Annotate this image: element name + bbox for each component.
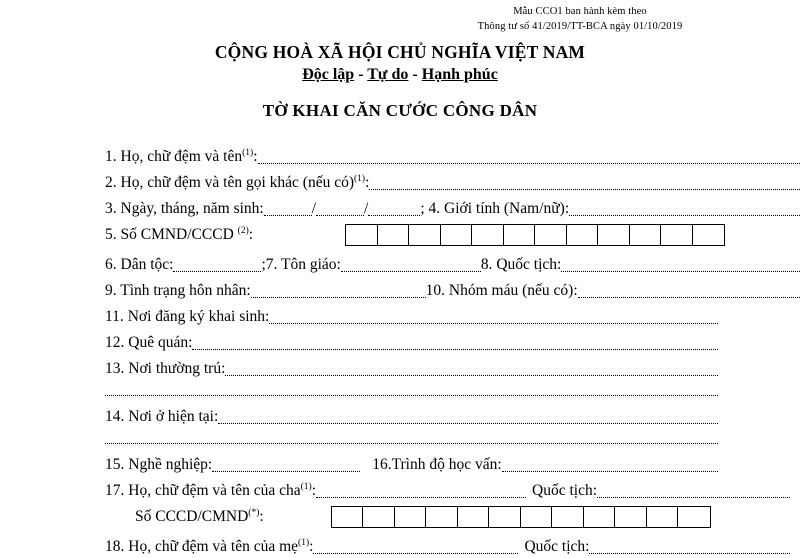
field-row-3-4 — [0, 194, 800, 220]
field-5-text: Số CMND/CCCD — [117, 226, 238, 243]
id-box-cell[interactable] — [521, 507, 553, 527]
field-17-label — [105, 482, 316, 502]
field-row-17 — [0, 476, 800, 502]
id-box-cell[interactable] — [489, 507, 521, 527]
field-13-input-line[interactable] — [225, 374, 718, 376]
motto-doc-lap: Độc lập — [302, 66, 354, 83]
field-17-number: 17. — [105, 482, 124, 499]
field-8-colon: : — [557, 256, 561, 273]
field-16-colon: : — [497, 456, 501, 473]
field-14-number: 14. — [105, 408, 124, 425]
field-row-17-id — [0, 502, 800, 532]
id-box-cell[interactable] — [426, 507, 458, 527]
field-2-colon: : — [365, 174, 369, 191]
id-box-cell[interactable] — [472, 225, 504, 245]
field-13-label — [105, 360, 225, 380]
field-15-label — [105, 456, 212, 476]
field-1-text: Họ, chữ đệm và tên — [117, 148, 242, 165]
field-17-id-text: Số CCCD/CMND — [135, 508, 248, 525]
field-5-colon: : — [249, 226, 253, 243]
field-17-colon: : — [312, 482, 316, 499]
field-row-9-10 — [0, 276, 800, 302]
field-14-continuation-line[interactable] — [105, 442, 718, 444]
field-7-number: 7. — [266, 256, 278, 273]
field-9-input-line[interactable] — [251, 296, 426, 298]
id-box-cell[interactable] — [378, 225, 410, 245]
field-10-number: 10. — [426, 282, 445, 299]
field-9-number: 9. — [105, 282, 117, 299]
national-heading — [0, 41, 800, 86]
id-box-cell[interactable] — [661, 225, 693, 245]
field-5-id-boxes[interactable] — [345, 224, 725, 246]
field-5-note: (2) — [238, 226, 249, 236]
field-5-label — [105, 226, 253, 244]
field-12-colon: : — [188, 334, 192, 351]
motto-sep-1: - — [354, 66, 367, 83]
field-17-id-colon: : — [259, 508, 263, 525]
national-motto — [0, 64, 800, 86]
form-body — [0, 142, 800, 558]
field-1-input-line[interactable] — [258, 162, 800, 164]
field-15-colon: : — [208, 456, 212, 473]
field-2-note: (1) — [354, 174, 365, 184]
field-18-nationality-colon: : — [585, 538, 589, 555]
field-16-text: Trình độ học vấn — [392, 456, 498, 473]
id-box-cell[interactable] — [598, 225, 630, 245]
field-10-input-line[interactable] — [578, 296, 800, 298]
field-7-colon: : — [337, 256, 341, 273]
field-5-number: 5. — [105, 226, 117, 243]
motto-hanh-phuc: Hạnh phúc — [422, 66, 498, 83]
field-12-input-line[interactable] — [192, 348, 718, 350]
field-14-input-line[interactable] — [218, 422, 718, 424]
id-box-cell[interactable] — [346, 225, 378, 245]
field-11-colon: : — [265, 308, 269, 325]
field-3-year-input[interactable] — [368, 214, 420, 216]
form-reference-note — [430, 4, 730, 34]
field-17-nationality-text: Quốc tịch — [532, 482, 593, 499]
field-1-note: (1) — [242, 148, 253, 158]
field-4-colon: : — [565, 200, 569, 217]
field-2-number: 2. — [105, 174, 117, 191]
field-17-name-input-line[interactable] — [316, 496, 526, 498]
id-box-cell[interactable] — [504, 225, 536, 245]
field-3-label — [105, 200, 264, 220]
field-4-text: Giới tính (Nam/nữ) — [440, 200, 565, 217]
id-box-cell[interactable] — [615, 507, 647, 527]
field-9-colon: : — [246, 282, 250, 299]
id-box-cell[interactable] — [409, 225, 441, 245]
field-14-colon: : — [214, 408, 218, 425]
field-12-label — [105, 334, 192, 354]
field-row-13 — [0, 354, 800, 380]
field-17-text: Họ, chữ đệm và tên của cha — [124, 482, 300, 499]
country-name: CỘNG HOÀ XÃ HỘI CHỦ NGHĨA VIỆT NAM — [0, 41, 800, 63]
field-row-5 — [0, 220, 800, 250]
field-16-input-line[interactable] — [502, 470, 718, 472]
motto-sep-2: - — [408, 66, 421, 83]
field-7-input-line[interactable] — [341, 270, 481, 272]
field-16-number: 16. — [372, 456, 391, 473]
field-14-label — [105, 408, 218, 428]
field-3-separator-1: / — [312, 200, 316, 220]
field-13-colon: : — [221, 360, 225, 377]
field-9-label — [105, 282, 251, 302]
field-row-6-7-8 — [0, 250, 800, 276]
field-11-input-line[interactable] — [269, 322, 718, 324]
field-18-number: 18. — [105, 538, 124, 555]
id-box-cell[interactable] — [552, 507, 584, 527]
field-2-text: Họ, chữ đệm và tên gọi khác (nếu có) — [117, 174, 354, 191]
field-2-input-line[interactable] — [369, 188, 800, 190]
field-14-continuation — [0, 428, 800, 450]
field-11-number: 11. — [105, 308, 124, 325]
field-9-text: Tình trạng hôn nhân — [117, 282, 247, 299]
id-box-cell[interactable] — [363, 507, 395, 527]
field-8-input-line[interactable] — [561, 270, 800, 272]
field-18-colon: : — [309, 538, 313, 555]
field-11-label — [105, 308, 269, 328]
field-15-input-line[interactable] — [212, 470, 360, 472]
id-box-cell[interactable] — [647, 507, 679, 527]
field-6-colon: : — [169, 256, 173, 273]
field-row-1 — [0, 142, 800, 168]
id-box-cell[interactable] — [584, 507, 616, 527]
id-box-cell[interactable] — [630, 225, 662, 245]
field-1-number: 1. — [105, 148, 117, 165]
field-18-label — [105, 538, 313, 558]
field-16-label — [372, 456, 501, 476]
id-box-cell[interactable] — [693, 225, 725, 245]
field-4-input-line[interactable] — [569, 214, 800, 216]
field-18-nationality-input-line[interactable] — [589, 552, 790, 554]
field-17-id-note: (*) — [248, 508, 259, 518]
field-3-colon: : — [259, 200, 263, 217]
field-17-id-label — [135, 508, 264, 526]
field-3-separator-2: / — [364, 200, 368, 220]
field-10-colon: : — [573, 282, 577, 299]
field-3-day-input[interactable] — [264, 214, 312, 216]
field-17-nationality-input-line[interactable] — [597, 496, 790, 498]
field-row-11 — [0, 302, 800, 328]
field-3-month-input[interactable] — [316, 214, 364, 216]
field-1-colon: : — [253, 148, 257, 165]
field-6-input-line[interactable] — [173, 270, 261, 272]
id-box-cell[interactable] — [567, 225, 599, 245]
field-15-number: 15. — [105, 456, 124, 473]
field-4-number: 4. — [429, 200, 441, 217]
id-box-cell[interactable] — [441, 225, 473, 245]
field-12-text: Quê quán — [124, 334, 188, 351]
field-18-nationality-label — [524, 538, 589, 558]
field-8-text: Quốc tịch — [492, 256, 557, 273]
field-17-nationality-label — [532, 482, 597, 502]
id-box-cell[interactable] — [332, 507, 364, 527]
field-17-note: (1) — [301, 482, 312, 492]
page-title: TỜ KHAI CĂN CƯỚC CÔNG DÂN — [0, 101, 800, 121]
id-box-cell[interactable] — [458, 507, 490, 527]
field-18-nationality-text: Quốc tịch — [524, 538, 585, 555]
field-row-15-16 — [0, 450, 800, 476]
field-row-18 — [0, 532, 800, 558]
field-6-end: ; — [261, 256, 265, 276]
motto-tu-do: Tự do — [367, 66, 408, 83]
field-7-label — [266, 256, 341, 276]
field-row-14 — [0, 402, 800, 428]
reference-line-1: Mẫu CCO1 ban hành kèm theo — [430, 4, 730, 19]
reference-line-2: Thông tư số 41/2019/TT-BCA ngày 01/10/2019 — [430, 19, 730, 34]
field-18-note: (1) — [298, 538, 309, 548]
field-3-end: ; — [420, 200, 424, 220]
id-box-cell[interactable] — [535, 225, 567, 245]
field-7-text: Tôn giáo — [277, 256, 336, 273]
field-row-2 — [0, 168, 800, 194]
field-4-label — [425, 200, 569, 220]
field-3-text: Ngày, tháng, năm sinh — [117, 200, 260, 217]
field-18-text: Họ, chữ đệm và tên của mẹ — [124, 538, 298, 555]
field-10-label — [426, 282, 578, 302]
field-11-text: Nơi đăng ký khai sinh — [124, 308, 265, 325]
field-13-text: Nơi thường trú — [124, 360, 221, 377]
field-13-continuation-line[interactable] — [105, 394, 718, 396]
field-2-label — [105, 174, 369, 194]
id-box-cell[interactable] — [395, 507, 427, 527]
field-6-number: 6. — [105, 256, 117, 273]
field-18-name-input-line[interactable] — [313, 552, 518, 554]
field-17-nationality-colon: : — [593, 482, 597, 499]
field-3-number: 3. — [105, 200, 117, 217]
field-8-number: 8. — [481, 256, 493, 273]
field-6-text: Dân tộc — [117, 256, 170, 273]
id-box-cell[interactable] — [678, 507, 710, 527]
field-10-text: Nhóm máu (nếu có) — [445, 282, 573, 299]
field-row-12 — [0, 328, 800, 354]
field-15-text: Nghề nghiệp — [124, 456, 208, 473]
field-8-label — [481, 256, 562, 276]
field-1-label — [105, 148, 258, 168]
field-12-number: 12. — [105, 334, 124, 351]
field-13-number: 13. — [105, 360, 124, 377]
field-13-continuation — [0, 380, 800, 402]
field-14-text: Nơi ở hiện tại — [124, 408, 214, 425]
field-6-label — [105, 256, 173, 276]
